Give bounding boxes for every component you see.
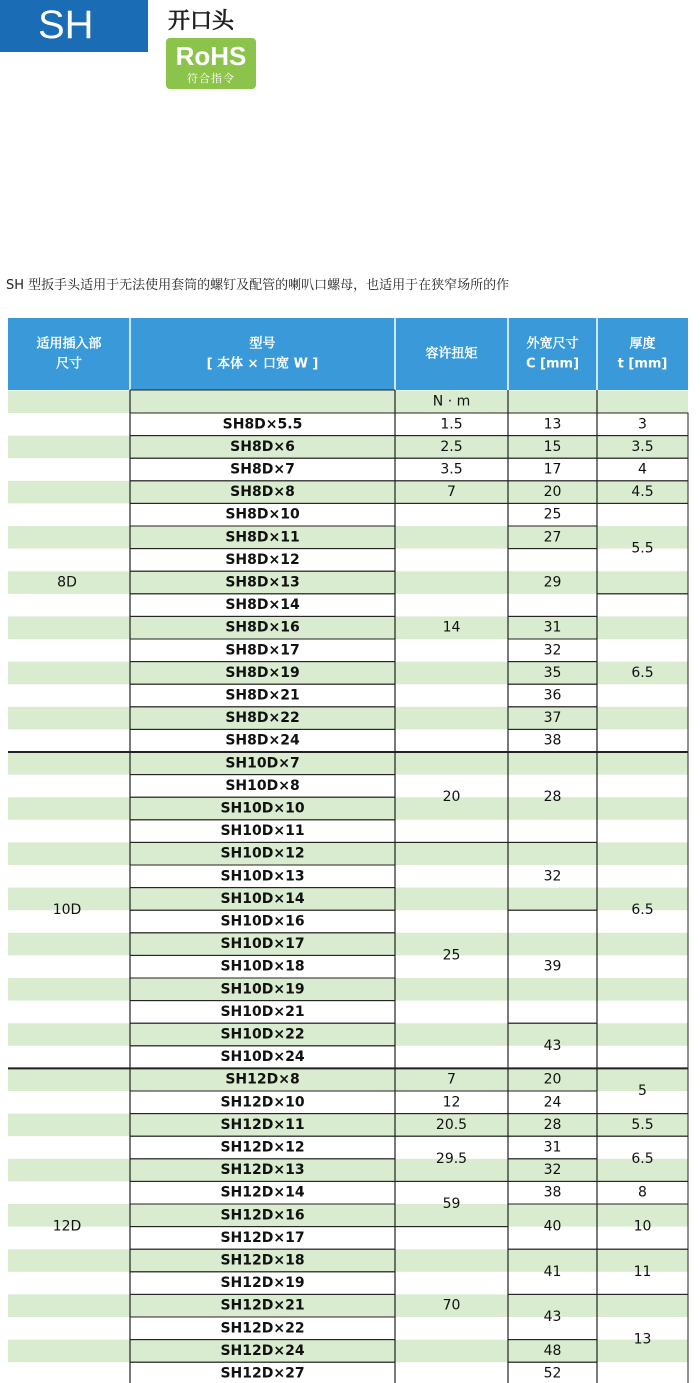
width-value: 31 (543, 1139, 562, 1156)
thickness-value: 5 (638, 1083, 647, 1099)
width-value: 40 (543, 1218, 562, 1235)
width-value: 17 (543, 461, 562, 478)
model-label: SH10D×12 (220, 845, 305, 862)
column-header-model: [ 本体 × 口宽 W ] (206, 356, 319, 372)
width-value: 41 (543, 1263, 562, 1280)
model-label: SH12D×13 (220, 1162, 305, 1179)
model-label: SH10D×21 (220, 1003, 305, 1020)
thickness-value: 6.5 (631, 664, 654, 681)
width-value: 28 (543, 1116, 562, 1133)
width-value: 35 (543, 664, 562, 681)
torque-value: 12 (442, 1094, 461, 1111)
thickness-value: 10 (633, 1218, 652, 1235)
model-label: SH12D×18 (220, 1252, 305, 1269)
width-value: 52 (543, 1365, 562, 1382)
thickness-value: 11 (633, 1263, 652, 1280)
column-header-torque: 容许扭矩 (425, 346, 478, 362)
model-label: SH10D×14 (220, 890, 305, 907)
width-value: 24 (543, 1094, 562, 1111)
model-label: SH8D×22 (225, 710, 300, 727)
model-label: SH12D×19 (220, 1275, 305, 1292)
row-stripe (8, 888, 688, 911)
row-stripe (8, 481, 688, 504)
table-header-bg (8, 318, 688, 390)
width-value: 13 (543, 416, 562, 433)
thickness-value: 6.5 (631, 1150, 654, 1167)
row-stripe (8, 1294, 688, 1317)
model-label: SH8D×24 (225, 732, 300, 749)
row-stripe (8, 1114, 688, 1137)
model-label: SH12D×22 (220, 1320, 305, 1337)
width-value: 15 (543, 438, 562, 455)
model-label: SH12D×21 (220, 1297, 305, 1314)
model-label: SH10D×10 (220, 800, 305, 817)
torque-value: 7 (447, 484, 456, 501)
column-header-thickness: t [mm] (617, 356, 668, 372)
row-stripe (8, 978, 688, 1001)
thickness-value: 6.5 (631, 902, 654, 919)
model-label: SH8D×8 (230, 484, 295, 501)
torque-value: 29.5 (435, 1150, 468, 1167)
column-header-model: 型号 (249, 336, 276, 352)
width-value: 29 (543, 574, 562, 591)
model-label: SH12D×24 (220, 1342, 305, 1359)
width-value: 27 (543, 529, 562, 546)
model-label: SH10D×13 (220, 868, 305, 885)
row-stripe (8, 662, 688, 685)
column-header-fit-size: 适用插入部 (36, 336, 102, 352)
row-stripe (8, 390, 688, 413)
column-header-fit-size: 尺寸 (55, 356, 83, 372)
thickness-value: 3.5 (631, 438, 654, 455)
model-label: SH8D×7 (230, 461, 295, 478)
torque-value: 25 (442, 947, 461, 964)
model-label: SH8D×14 (225, 597, 300, 614)
thickness-value: 3 (638, 416, 647, 433)
torque-value: 20.5 (435, 1116, 468, 1133)
fit-size-label: 12D (52, 1218, 82, 1235)
torque-value: 1.5 (440, 416, 463, 433)
row-stripe (8, 1204, 688, 1227)
row-stripe (8, 707, 688, 730)
model-label: SH8D×13 (225, 574, 300, 591)
model-label: SH8D×6 (230, 438, 295, 455)
model-label: SH8D×11 (225, 529, 300, 546)
model-label: SH10D×7 (225, 755, 300, 772)
width-value: 25 (543, 506, 562, 523)
row-stripe (8, 436, 688, 459)
row-stripe (8, 571, 688, 594)
row-stripe (8, 797, 688, 820)
width-value: 36 (543, 687, 562, 704)
page-title: 开口头 (168, 9, 235, 34)
torque-value: 20 (442, 789, 461, 806)
model-label: SH8D×12 (225, 551, 300, 568)
model-label: SH10D×19 (220, 981, 305, 998)
row-stripe (8, 1023, 688, 1046)
row-stripe (8, 1340, 688, 1363)
torque-value: 3.5 (440, 461, 463, 478)
model-label: SH10D×16 (220, 913, 305, 930)
torque-value: 70 (442, 1297, 461, 1314)
model-label: SH10D×17 (220, 936, 305, 953)
model-label: SH8D×17 (225, 642, 300, 659)
model-label: SH10D×24 (220, 1049, 305, 1066)
thickness-value: 8 (638, 1184, 647, 1201)
model-label: SH12D×16 (220, 1207, 305, 1224)
torque-value: 59 (442, 1196, 461, 1212)
model-label: SH12D×14 (220, 1184, 305, 1201)
width-value: 43 (543, 1037, 562, 1054)
thickness-value: 5.5 (631, 1116, 654, 1133)
width-value: 28 (543, 789, 562, 806)
series-badge: SH (0, 0, 148, 52)
row-stripe (8, 616, 688, 639)
width-value: 38 (543, 732, 562, 749)
model-label: SH10D×11 (220, 823, 305, 840)
fit-size-label: 8D (57, 574, 77, 591)
row-stripe (8, 1249, 688, 1272)
thickness-value: 4 (638, 461, 647, 478)
width-value: 32 (543, 642, 562, 659)
model-label: SH8D×5.5 (222, 416, 303, 433)
width-value: 31 (543, 619, 562, 636)
model-label: SH10D×18 (220, 958, 305, 975)
model-label: SH12D×11 (220, 1116, 305, 1133)
torque-value: 2.5 (440, 438, 463, 455)
rohs-logo-text: RoHS (175, 41, 247, 71)
model-label: SH8D×21 (225, 687, 300, 704)
torque-unit-label: N · m (432, 393, 471, 410)
torque-value: 7 (447, 1071, 456, 1088)
rohs-logo-subtext: 符合指令 (187, 72, 235, 85)
width-value: 37 (543, 710, 562, 727)
width-value: 43 (543, 1309, 562, 1325)
row-stripe (8, 1068, 688, 1091)
intro-text: SH 型扳手头适用于无法使用套筒的螺钉及配管的喇叭口螺母，也适用于在狭窄场所的作 (6, 278, 510, 293)
row-stripe (8, 526, 688, 549)
model-label: SH12D×8 (225, 1071, 300, 1088)
model-label: SH8D×19 (225, 664, 300, 681)
width-value: 20 (543, 1071, 562, 1088)
width-value: 20 (543, 484, 562, 501)
column-header-width: C [mm] (525, 356, 580, 372)
model-label: SH8D×16 (225, 619, 300, 636)
torque-value: 14 (442, 619, 461, 636)
thickness-value: 13 (633, 1331, 652, 1348)
row-stripe (8, 842, 688, 865)
thickness-value: 5.5 (631, 540, 654, 557)
thickness-value: 4.5 (631, 484, 654, 501)
width-value: 32 (543, 868, 562, 885)
column-header-width: 外宽尺寸 (526, 336, 579, 352)
model-label: SH10D×8 (225, 777, 300, 794)
model-label: SH12D×10 (220, 1094, 305, 1111)
width-value: 48 (543, 1342, 562, 1359)
width-value: 32 (543, 1162, 562, 1179)
row-stripe (8, 1159, 688, 1182)
column-header-thickness: 厚度 (629, 336, 656, 352)
model-label: SH12D×12 (220, 1139, 305, 1156)
row-stripe (8, 933, 688, 956)
model-label: SH12D×27 (220, 1365, 305, 1382)
width-value: 38 (543, 1184, 562, 1201)
row-stripe (8, 752, 688, 775)
model-label: SH10D×22 (220, 1026, 305, 1043)
model-label: SH8D×10 (225, 506, 300, 523)
fit-size-label: 10D (52, 902, 82, 919)
width-value: 39 (543, 958, 562, 975)
model-label: SH12D×17 (220, 1229, 305, 1246)
